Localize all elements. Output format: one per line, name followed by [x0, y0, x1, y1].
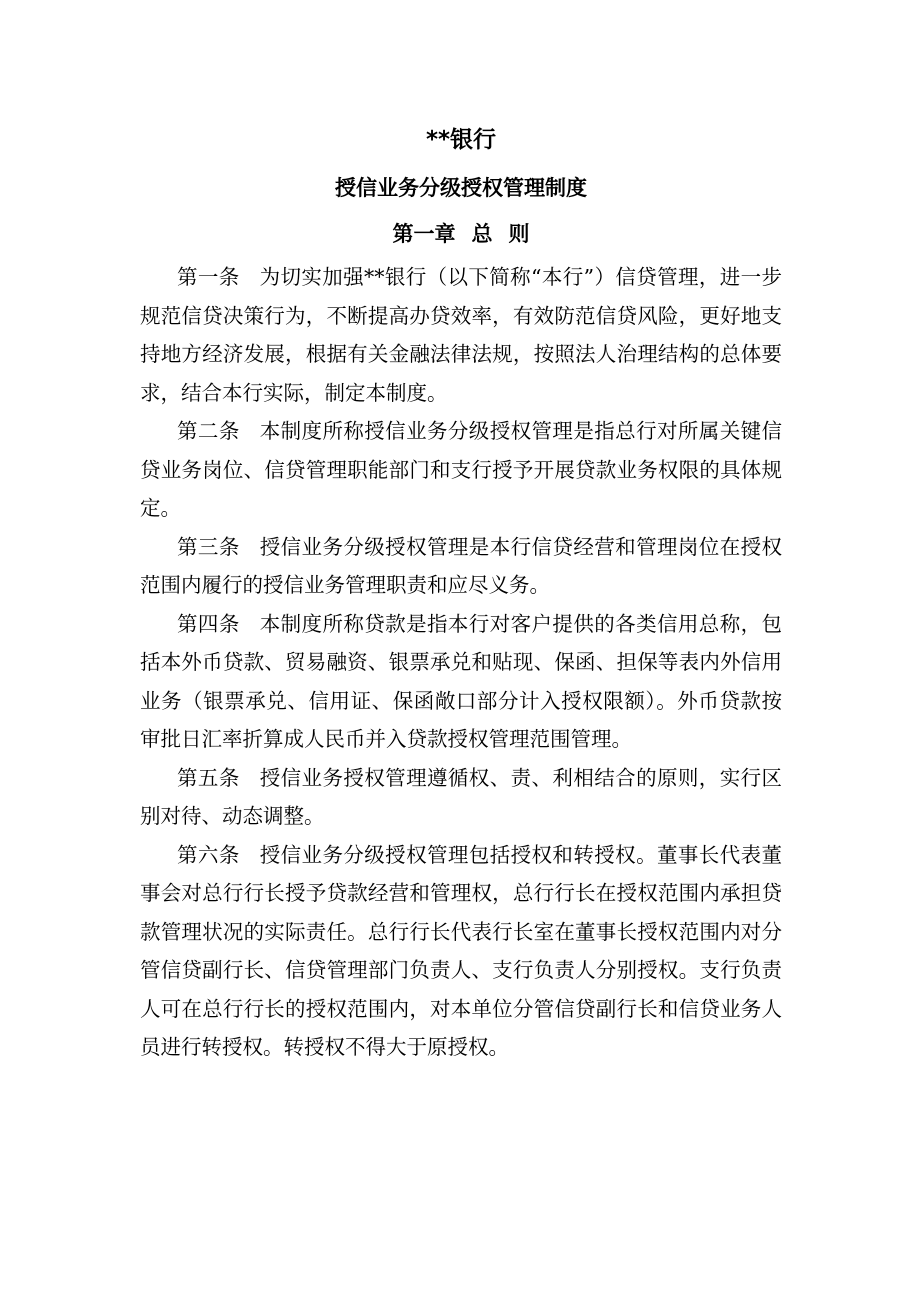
article-text: 本制度所称贷款是指本行对客户提供的各类信用总称，包括本外币贷款、贸易融资、银票承兑和贴现、保函、担保等表内外信用业务（银票承兑、信用证、保函敞口部分计入授权限额）。外币贷款按审批日汇率折算成人民币并入贷款授权管理范围管理。 — [140, 611, 783, 751]
article-1 — [140, 258, 782, 412]
article-label: 第二条 — [177, 419, 240, 443]
article-2 — [140, 412, 782, 528]
article-text: 授信业务分级授权管理包括授权和转授权。董事长代表董事会对总行行长授予贷款经营和管理权，总行行长在授权范围内承担贷款管理状况的实际责任。总行行长代表行长室在董事长授权范围内对分管信贷副行长、信贷管理部门负责人、支行负责人分别授权。支行负责人可在总行行长的授权范围内，对本单位分管信贷副行长和信贷业务人员进行转授权。转授权不得大于原授权。 — [140, 842, 783, 1059]
article-label: 第三条 — [177, 534, 240, 559]
article-label: 第六条 — [177, 842, 240, 867]
bank-name: **银行 — [425, 127, 497, 153]
article-text: 授信业务分级授权管理是本行信贷经营和管理岗位在授权范围内履行的授信业务管理职责和应尽义务。 — [140, 534, 783, 597]
article-text: 授信业务授权管理遵循权、责、利相结合的原则，实行区别对待、动态调整。 — [140, 765, 783, 828]
chapter-number: 第一章 — [392, 222, 456, 246]
article-4 — [140, 605, 782, 759]
article-6 — [140, 836, 782, 1067]
article-label: 第四条 — [177, 611, 240, 636]
chapter-heading — [140, 218, 782, 250]
document-title: 授信业务分级授权管理制度 — [335, 176, 587, 200]
document-body — [140, 258, 782, 1067]
article-label: 第一条 — [177, 265, 240, 289]
article-3 — [140, 528, 782, 605]
article-text: 本制度所称授信业务分级授权管理是指总行对所属关键信贷业务岗位、信贷管理职能部门和支行授予开展贷款业务权限的具体规定。 — [140, 419, 783, 520]
article-label: 第五条 — [177, 765, 240, 790]
chapter-name-part2: 则 — [508, 222, 530, 246]
chapter-name-part1: 总 — [471, 222, 493, 246]
article-5 — [140, 759, 782, 836]
article-text: 为切实加强**银行（以下简称“本行”）信贷管理，进一步规范信贷决策行为，不断提高办贷效率，有效防范信贷风险，更好地支持地方经济发展，根据有关金融法律法规，按照法人治理结构的总体要求，结合本行实际，制定本制度。 — [140, 265, 783, 405]
